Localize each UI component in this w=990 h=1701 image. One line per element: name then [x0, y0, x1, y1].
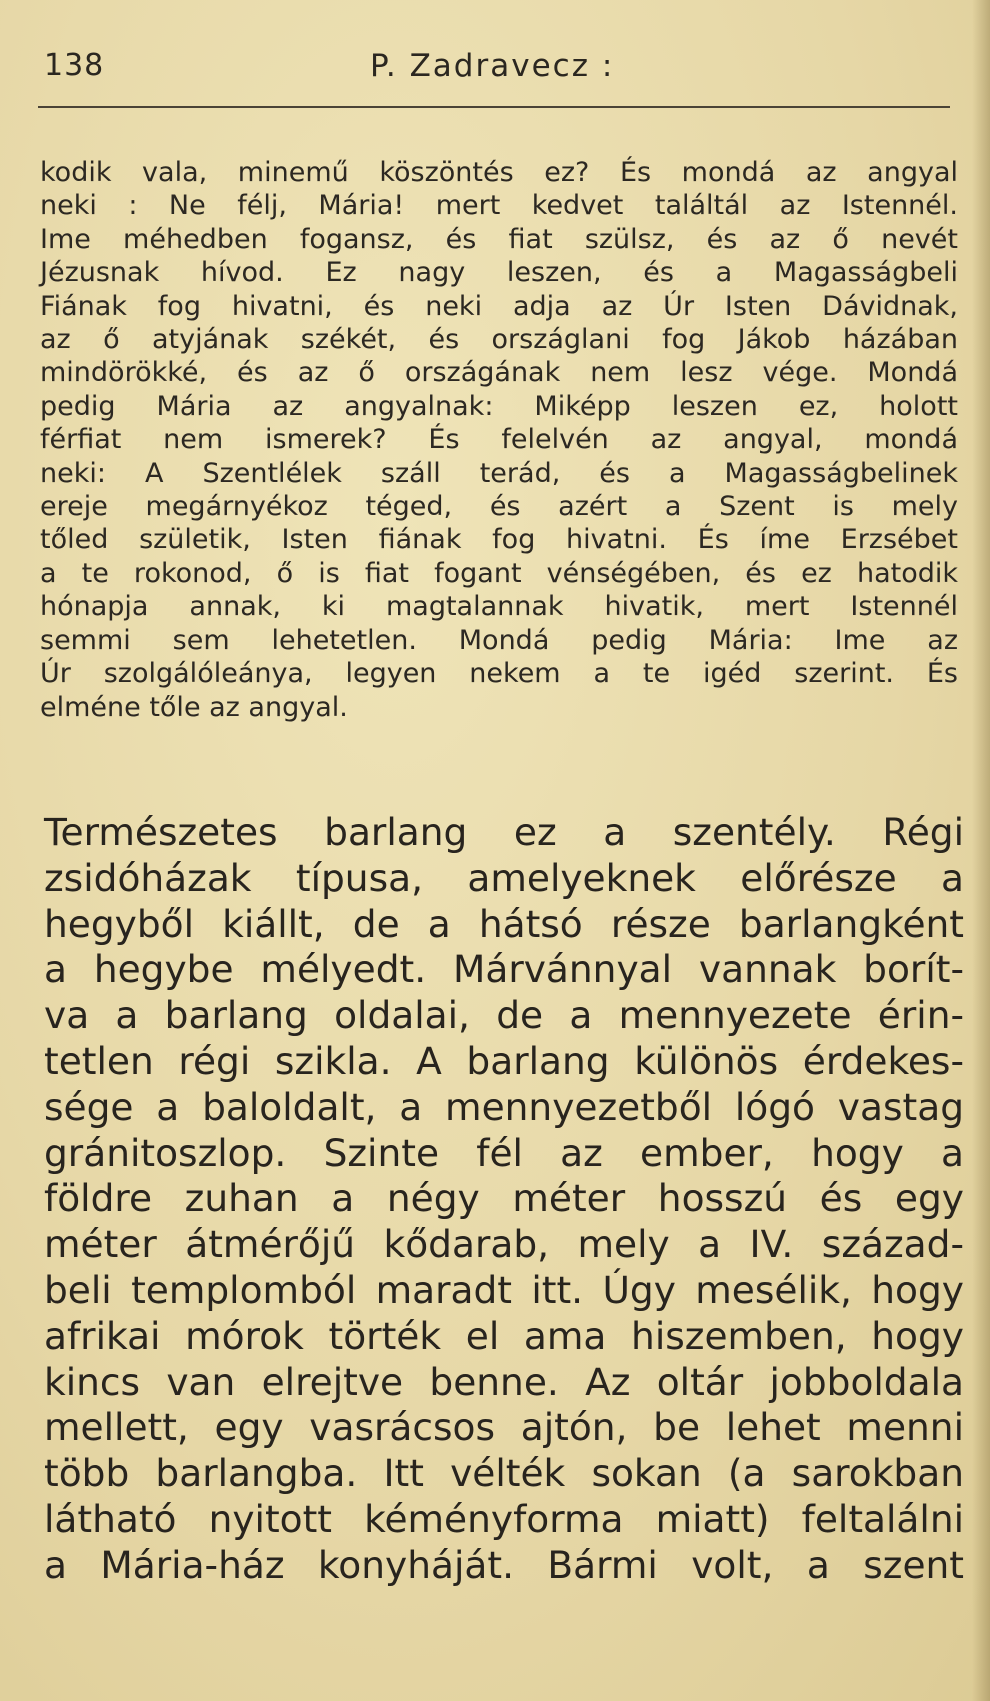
- text-line: gránitoszlop. Szinte fél az ember, hogy a: [44, 1130, 964, 1175]
- text-line: mellett, egy vasrácsos ajtón, be lehet menni: [44, 1405, 964, 1450]
- text-line: beli templomból maradt itt. Úgy mesélik, hogy: [44, 1267, 964, 1312]
- text-line: Úr szolgálóleánya, legyen nekem a te igéd szerint. És: [40, 658, 958, 690]
- page-number: 138: [44, 48, 105, 83]
- text-line: kodik vala, minemű köszöntés ez? És mondá az angyal: [40, 157, 958, 188]
- text-line: semmi sem lehetetlen. Mondá pedig Mária: Ime az: [40, 624, 958, 656]
- text-line: tetlen régi szikla. A barlang különös érdekes-: [44, 1038, 964, 1083]
- main-paragraph: [44, 810, 964, 1589]
- text-line: Természetes barlang ez a szentély. Régi: [44, 810, 964, 854]
- text-line: férfiat nem ismerek? És felelvén az angyal, mondá: [40, 424, 958, 456]
- text-line: sége a baloldalt, a mennyezetből lógó vastag: [44, 1084, 964, 1129]
- text-line: látható nyitott kéményforma miatt) feltalálni: [44, 1496, 964, 1541]
- text-line: földre zuhan a négy méter hosszú és egy: [44, 1176, 964, 1221]
- text-line: ereje megárnyékoz téged, és azért a Szent is mely: [40, 491, 958, 523]
- text-line: afrikai mórok törték el ama hiszemben, hogy: [44, 1313, 964, 1358]
- quoted-passage: [40, 156, 958, 724]
- text-line: Fiának fog hivatni, és neki adja az Úr Isten Dávidnak,: [40, 290, 958, 322]
- text-line: az ő atyjának székét, és országlani fog Jákob házában: [40, 324, 958, 356]
- text-line: neki : Ne félj, Mária! mert kedvet találtál az Istennél.: [40, 190, 958, 222]
- header-rule: [38, 106, 950, 108]
- page-edge-shadow: [972, 0, 990, 1701]
- text-line: va a barlang oldalai, de a mennyezete érin-: [44, 993, 964, 1038]
- text-line: Jézusnak hívod. Ez nagy leszen, és a Magasságbeli: [40, 257, 958, 289]
- text-line: mindörökké, és az ő országának nem lesz vége. Mondá: [40, 357, 958, 389]
- text-line: zsidóházak típusa, amelyeknek előrésze a: [44, 855, 964, 900]
- running-head: P. Zadravecz :: [370, 48, 615, 84]
- text-line: a te rokonod, ő is fiat fogant vénségében, és ez hatodik: [40, 557, 958, 589]
- text-line: több barlangba. Itt vélték sokan (a sarokban: [44, 1451, 964, 1496]
- text-line: Ime méhedben fogansz, és fiat szülsz, és az ő nevét: [40, 223, 958, 255]
- text-line: elméne tőle az angyal.: [40, 691, 348, 723]
- text-line: tőled születik, Isten fiának fog hivatni. És íme Erzsébet: [40, 524, 958, 556]
- page-header: [44, 48, 944, 98]
- text-line: hegyből kiállt, de a hátsó része barlangként: [44, 901, 964, 946]
- text-line: méter átmérőjű kődarab, mely a IV. század-: [44, 1222, 964, 1267]
- text-line: kincs van elrejtve benne. Az oltár jobboldala: [44, 1359, 964, 1404]
- text-line: hónapja annak, ki magtalannak hivatik, mert Istennél: [40, 591, 958, 623]
- text-line: a Mária-ház konyháját. Bármi volt, a szent: [44, 1542, 964, 1587]
- text-line: neki: A Szentlélek száll terád, és a Magasságbelinek: [40, 457, 958, 489]
- text-line: a hegybe mélyedt. Márvánnyal vannak borít-: [44, 947, 964, 992]
- text-line: pedig Mária az angyalnak: Miképp leszen ez, holott: [40, 390, 958, 422]
